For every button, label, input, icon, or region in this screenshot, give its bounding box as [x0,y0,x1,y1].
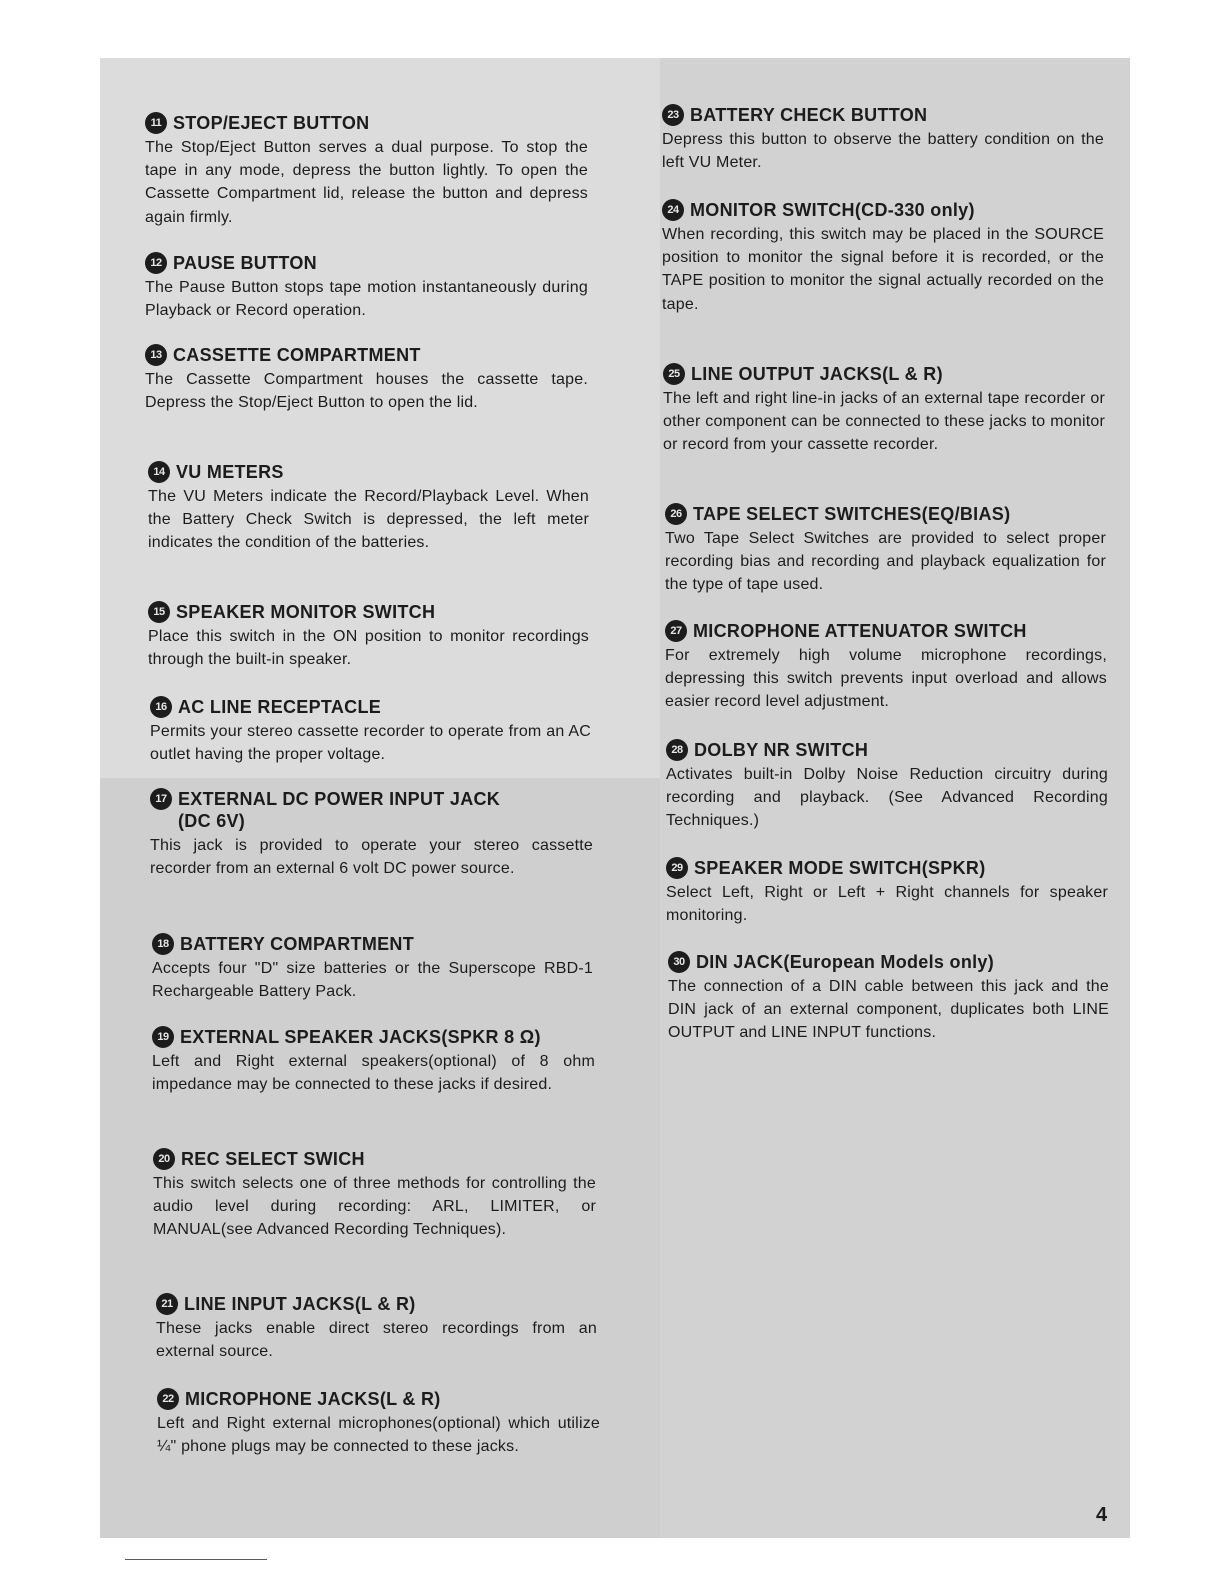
item-number-badge: 13 [145,344,167,366]
item-title: AC LINE RECEPTACLE [178,697,382,717]
item-monitor-switch [662,199,1104,316]
item-microphone-attenuator-switch [665,620,1107,714]
item-number-badge: 17 [150,788,172,810]
item-number-badge: 24 [662,199,684,221]
item-description: The Cassette Compartment houses the cassette tape. Depress the Stop/Eject Button to open the lid. [145,371,588,412]
item-number-badge: 26 [665,503,687,525]
item-battery-check-button [662,104,1104,174]
item-number-badge: 21 [156,1293,178,1315]
item-title: EXTERNAL SPEAKER JACKS(SPKR 8 Ω) [180,1027,541,1047]
item-description: When recording, this switch may be placed in the SOURCE position to monitor the signal before it is recorded, or the TAPE position to monitor the signal actually recorded on the tape. [662,226,1104,313]
item-cassette-compartment [145,344,588,414]
footer-underline [125,1559,267,1560]
item-title: VU METERS [176,462,284,482]
item-description: Place this switch in the ON position to monitor recordings through the built-in speaker. [148,628,589,669]
page-number: 4 [1096,1504,1108,1526]
item-description: The VU Meters indicate the Record/Playback Level. When the Battery Check Switch is depressed, the left meter indicates the condition of the batteries. [148,488,589,552]
item-number-badge: 16 [150,696,172,718]
item-battery-compartment [152,933,593,1003]
item-description: This switch selects one of three methods for controlling the audio level during recording: ARL, LIMITER, or MANUAL(see Advanced Recording Techniques). [153,1175,596,1239]
item-line-output-jacks [663,363,1105,457]
item-number-badge: 25 [663,363,685,385]
item-title: TAPE SELECT SWITCHES(EQ/BIAS) [693,504,1011,524]
item-title: STOP/EJECT BUTTON [173,113,370,133]
item-pause-button [145,252,588,322]
item-number-badge: 22 [157,1388,179,1410]
item-title: PAUSE BUTTON [173,253,317,273]
item-description: The Stop/Eject Button serves a dual purpose. To stop the tape in any mode, depress the button lightly. To open the Cassette Compartment lid, release the button and depress again firmly. [145,139,588,226]
item-number-badge: 19 [152,1026,174,1048]
item-title: LINE INPUT JACKS(L & R) [184,1294,416,1314]
item-number-badge: 27 [665,620,687,642]
item-description: Two Tape Select Switches are provided to select proper recording bias and recording and playback equalization for the type of tape used. [665,530,1106,594]
item-title: DIN JACK(European Models only) [696,952,995,972]
item-title: DOLBY NR SWITCH [694,740,869,760]
item-stop-eject-button [145,112,588,229]
item-number-badge: 12 [145,252,167,274]
item-description: Depress this button to observe the battery condition on the left VU Meter. [662,131,1104,172]
item-number-badge: 11 [145,112,167,134]
item-vu-meters [148,461,589,555]
item-title: BATTERY COMPARTMENT [180,934,415,954]
item-title: MONITOR SWITCH(CD-330 only) [690,200,975,220]
item-ac-line-receptacle [150,696,591,766]
item-number-badge: 15 [148,601,170,623]
item-tape-select-switches [665,503,1106,597]
item-speaker-mode-switch [666,857,1108,927]
item-title: EXTERNAL DC POWER INPUT JACK (DC 6V) [178,789,501,831]
item-number-badge: 18 [152,933,174,955]
item-description: Left and Right external speakers(optional) of 8 ohm impedance may be connected to these jacks if desired. [152,1053,595,1094]
item-title: SPEAKER MONITOR SWITCH [176,602,436,622]
item-rec-select-switch [153,1148,596,1242]
item-description: Activates built-in Dolby Noise Reduction circuitry during recording and playback. (See Advanced Recording Techniques.) [666,766,1108,830]
item-title: SPEAKER MODE SWITCH(SPKR) [694,858,986,878]
item-description: The Pause Button stops tape motion instantaneously during Playback or Record operation. [145,279,588,320]
item-title: CASSETTE COMPARTMENT [173,345,421,365]
item-speaker-monitor-switch [148,601,589,671]
item-dolby-nr-switch [666,739,1108,833]
item-title: LINE OUTPUT JACKS(L & R) [691,364,943,384]
item-title: MICROPHONE JACKS(L & R) [185,1389,441,1409]
item-number-badge: 30 [668,951,690,973]
item-external-speaker-jacks [152,1026,595,1096]
item-number-badge: 23 [662,104,684,126]
item-description: These jacks enable direct stereo recordings from an external source. [156,1320,597,1361]
item-description: Accepts four "D" size batteries or the Superscope RBD-1 Rechargeable Battery Pack. [152,960,593,1001]
item-number-badge: 20 [153,1148,175,1170]
item-number-badge: 29 [666,857,688,879]
item-external-dc-power-input-jack [150,788,593,880]
item-microphone-jacks [157,1388,600,1458]
item-description: Left and Right external microphones(optional) which utilize ¼" phone plugs may be connected to these jacks. [157,1415,600,1456]
item-number-badge: 28 [666,739,688,761]
item-din-jack [668,951,1109,1045]
item-description: The left and right line-in jacks of an external tape recorder or other component can be connected to these jacks to monitor or record from your cassette recorder. [663,390,1105,454]
item-description: For extremely high volume microphone recordings, depressing this switch prevents input overload and allows easier record level adjustment. [665,647,1107,711]
item-title: REC SELECT SWICH [181,1149,365,1169]
item-line-input-jacks [156,1293,597,1363]
item-title: BATTERY CHECK BUTTON [690,105,928,125]
item-description: This jack is provided to operate your stereo cassette recorder from an external 6 volt DC power source. [150,837,593,878]
item-number-badge: 14 [148,461,170,483]
item-description: Permits your stereo cassette recorder to operate from an AC outlet having the proper voltage. [150,723,591,764]
item-description: The connection of a DIN cable between this jack and the DIN jack of an external component, duplicates both LINE OUTPUT and LINE INPUT functions. [668,978,1109,1042]
item-description: Select Left, Right or Left + Right channels for speaker monitoring. [666,884,1108,925]
item-title: MICROPHONE ATTENUATOR SWITCH [693,621,1027,641]
